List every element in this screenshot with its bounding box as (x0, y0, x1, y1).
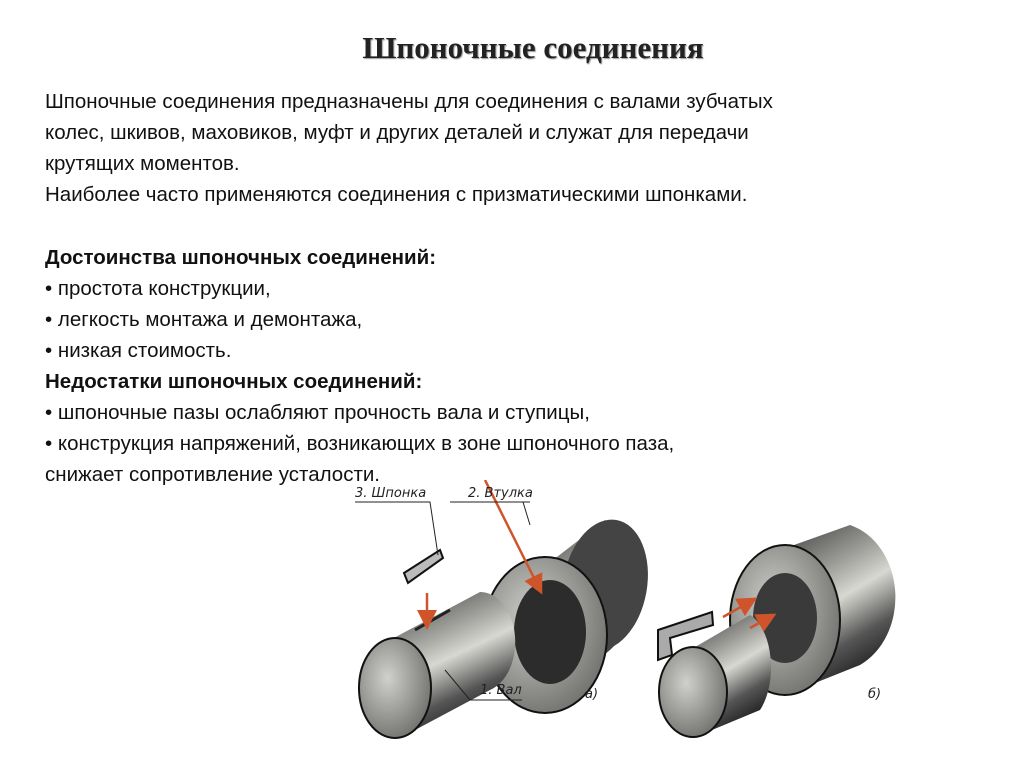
slide-body (45, 86, 995, 490)
disadvantage-item: • шпоночные пазы ослабляют прочность вала и ступицы, (45, 401, 590, 424)
label-key: 3. Шпонка (355, 486, 427, 501)
intro-line: крутящих моментов. (45, 152, 240, 175)
intro-line: колес, шкивов, маховиков, муфт и других деталей и служат для передачи (45, 121, 749, 144)
label-shaft: 1. Вал (480, 683, 522, 698)
key-connection-illustration (340, 480, 940, 740)
advantage-item: • низкая стоимость. (45, 339, 232, 362)
page-title: Шпоночные соединения (362, 30, 704, 65)
advantage-item: • легкость монтажа и демонтажа, (45, 308, 363, 331)
intro-line: Шпоночные соединения предназначены для соединения с валами зубчатых (45, 90, 773, 113)
key-a (404, 550, 443, 583)
shaft-a (359, 592, 515, 738)
disadvantages-heading: Недостатки шпоночных соединений: (45, 370, 423, 393)
disadvantage-item: • конструкция напряжений, возникающих в зоне шпоночного паза, (45, 432, 675, 455)
disadvantage-item: снижает сопротивление усталости. (45, 463, 380, 486)
advantages-heading: Достоинства шпоночных соединений: (45, 246, 437, 269)
label-variant-b: б) (868, 687, 882, 702)
advantage-item: • простота конструкции, (45, 277, 271, 300)
intro-line: Наиболее часто применяются соединения с призматическими шпонками. (45, 183, 748, 206)
label-sleeve: 2. Втулка (468, 486, 533, 501)
label-variant-a: а) (585, 687, 599, 702)
